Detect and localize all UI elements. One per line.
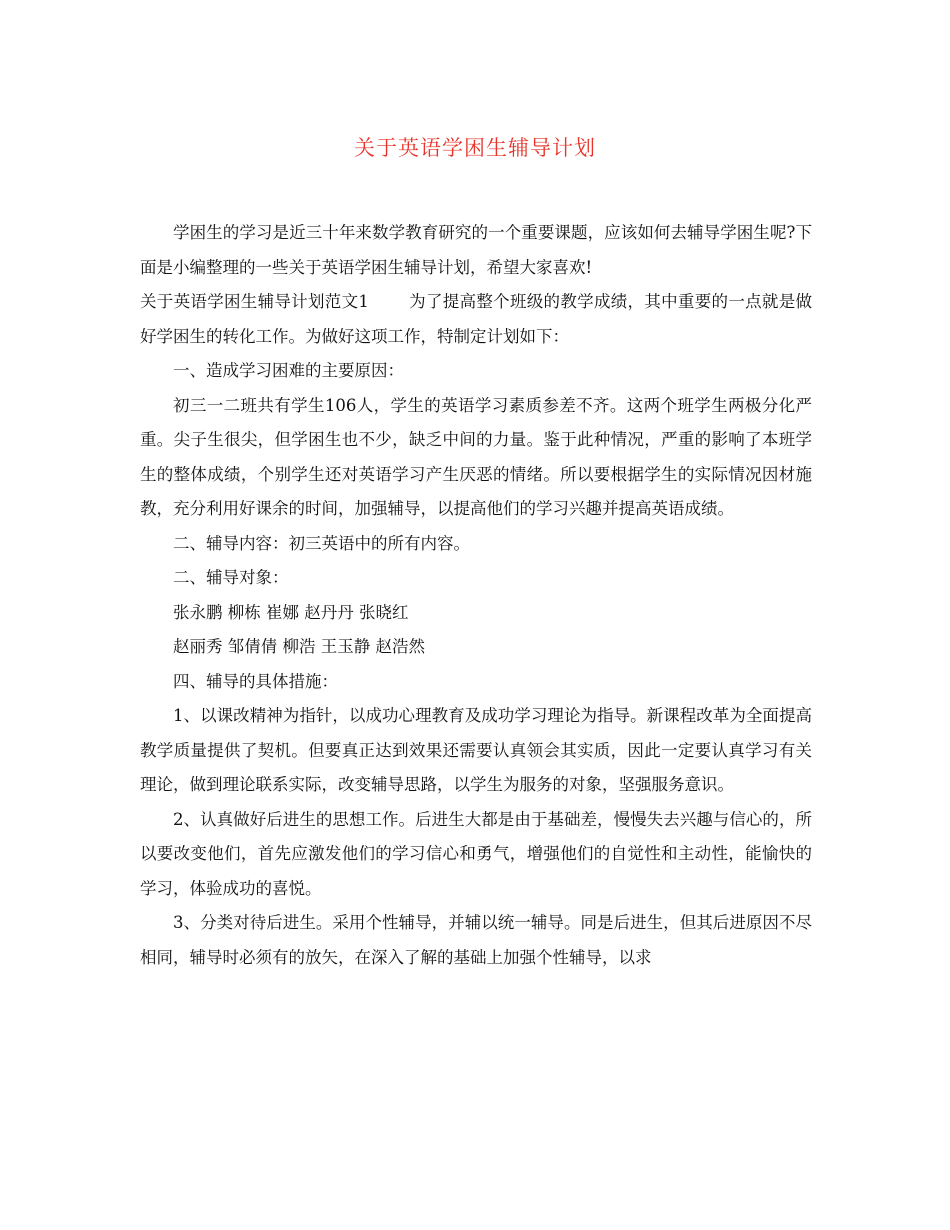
intro-paragraph: 学困生的学习是近三十年来数学教育研究的一个重要课题，应该如何去辅导学困生呢?下面是小编整理的一些关于英语学困生辅导计划，希望大家喜欢! bbox=[140, 223, 812, 277]
students-line-2: 赵丽秀 邹倩倩 柳浩 王玉静 赵浩然 bbox=[173, 637, 425, 656]
section2-heading: 二、辅导内容：初三英语中的所有内容。 bbox=[173, 533, 470, 553]
measure-2: 2、认真做好后进生的思想工作。后进生大都是由于基础差，慢慢失去兴趣与信心的，所以要改变他们，首先应激发他们的学习信心和勇气，增强他们的自觉性和主动性，能愉快的学习，体验成功的喜悦。 bbox=[140, 809, 812, 898]
sample-paragraph bbox=[140, 285, 812, 354]
measure-1: 1、以课改精神为指针，以成功心理教育及成功学习理论为指导。新课程改革为全面提高教学质量提供了契机。但要真正达到效果还需要认真领会其实质，因此一定要认真学习有关理论，做到理论联系实际，改变辅导思路，以学生为服务的对象，坚强服务意识。 bbox=[140, 706, 812, 794]
students-line-1: 张永鹏 柳栋 崔娜 赵丹丹 张晓红 bbox=[173, 602, 409, 622]
section3-heading: 二、辅导对象： bbox=[173, 568, 289, 587]
sample-intro: 为了提高整个班级的教学成绩，其中重要的一点就是做好学困生的转化工作。为做好这项工作，特制定计划如下： bbox=[140, 292, 813, 346]
measure-3: 3、分类对待后进生。采用个性辅导，并辅以统一辅导。同是后进生，但其后进原因不尽相同，辅导时必须有的放矢，在深入了解的基础上加强个性辅导，以求 bbox=[140, 913, 812, 967]
document-title: 关于英语学困生辅导计划 bbox=[354, 136, 596, 160]
document-body bbox=[140, 216, 812, 975]
sample-heading: 关于英语学困生辅导计划范文1 bbox=[140, 292, 369, 311]
section4-heading: 四、辅导的具体措施： bbox=[173, 671, 338, 691]
section1-heading: 一、造成学习困难的主要原因： bbox=[173, 361, 404, 380]
section1-body: 初三一二班共有学生106人，学生的英语学习素质参差不齐。这两个班学生两极分化严重。尖子生很尖，但学困生也不少，缺乏中间的力量。鉴于此种情况，严重的影响了本班学生的整体成绩，个别学生还对英语学习产生厌恶的情绪。所以要根据学生的实际情况因材施教，充分利用好课余的时间，加强辅导，以提高他们的学习兴趣并提高英语成绩。 bbox=[140, 395, 812, 518]
